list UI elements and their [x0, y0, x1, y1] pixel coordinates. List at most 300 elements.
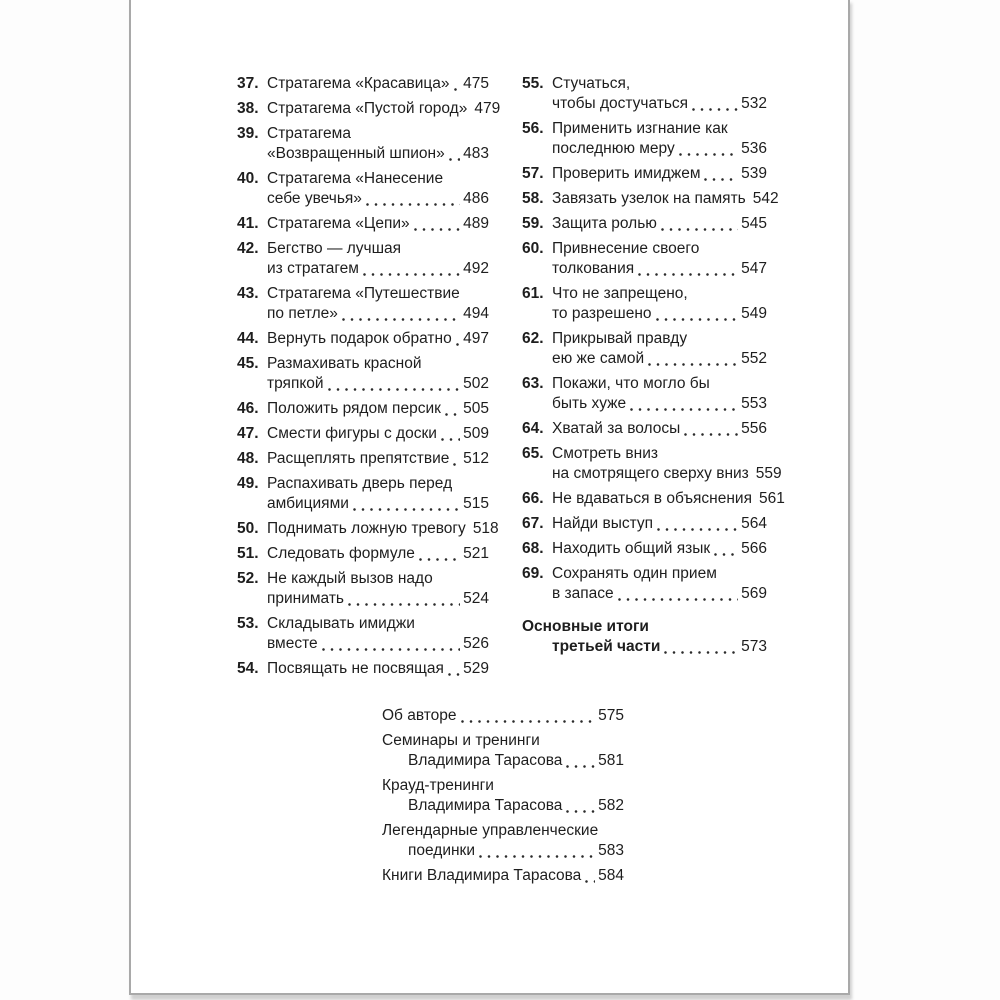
entry-title-line — [552, 139, 767, 159]
entry-title-line — [267, 304, 489, 324]
entry-number: 39. — [237, 125, 259, 142]
dot-leader — [692, 108, 738, 111]
entry-number: 47. — [237, 425, 259, 442]
entry-body — [382, 706, 624, 726]
dot-leader — [585, 880, 595, 883]
back-matter-entry — [382, 731, 624, 771]
toc-entry — [237, 124, 489, 164]
entry-number: 52. — [237, 570, 259, 587]
entry-title-line — [267, 144, 489, 164]
entry-title-line — [552, 489, 785, 509]
entry-title-text: Семинары и тренинги — [382, 732, 540, 749]
entry-title-line — [552, 584, 767, 604]
entry-title-text: Применить изгнание как — [552, 120, 728, 137]
entry-body — [267, 354, 489, 394]
entry-page-number: 564 — [741, 515, 767, 532]
entry-title-line — [267, 259, 489, 279]
entry-body — [267, 449, 489, 469]
entry-title-line — [382, 841, 624, 861]
entry-body — [552, 329, 767, 369]
entry-title-text: Владимира Тарасова — [408, 797, 563, 814]
entry-page-number: 539 — [741, 165, 767, 182]
entry-number: 49. — [237, 475, 259, 492]
dot-leader — [714, 553, 738, 556]
entry-body — [382, 776, 624, 816]
entry-page-number: 526 — [463, 635, 489, 652]
entry-title-line — [552, 394, 767, 414]
entry-page-number: 542 — [752, 190, 779, 207]
toc-entry — [522, 284, 767, 324]
entry-page-number: 545 — [741, 215, 767, 232]
entry-title-text: Легендарные управленческие — [382, 822, 599, 839]
entry-title-text: Стратагема «Нанесение — [267, 170, 444, 187]
entry-number: 40. — [237, 170, 259, 187]
entry-page-number: 532 — [741, 95, 767, 112]
dot-leader — [566, 765, 595, 768]
toc-entry — [522, 419, 767, 439]
entry-title-line — [552, 214, 767, 234]
toc-entry — [522, 539, 767, 559]
entry-number: 69. — [522, 565, 544, 582]
entry-body — [552, 419, 767, 439]
entry-title-text: третьей части — [552, 638, 661, 655]
entry-number: 37. — [237, 75, 259, 92]
entry-title-text: Не каждый вызов надо — [267, 570, 433, 587]
entry-title-text: Смотреть вниз — [552, 445, 658, 462]
entry-page-number: 553 — [741, 395, 767, 412]
entry-title-text: Покажи, что могло бы — [552, 375, 710, 392]
entry-page-number: 566 — [741, 540, 767, 557]
entry-title-line — [267, 189, 489, 209]
entry-page-number: 475 — [463, 75, 489, 92]
entry-title-text: Привнесение своего — [552, 240, 700, 257]
entry-body — [552, 374, 767, 414]
back-matter-entry — [382, 706, 624, 726]
entry-title-text: Сохранять один прием — [552, 565, 717, 582]
dot-leader — [456, 343, 460, 346]
entry-number: 56. — [522, 120, 544, 137]
entry-number: 48. — [237, 450, 259, 467]
entry-title-line — [267, 354, 489, 374]
dot-leader — [419, 558, 460, 561]
entry-number: 55. — [522, 75, 544, 92]
entry-title-line — [552, 74, 767, 94]
toc-entry — [237, 214, 489, 234]
entry-title-text: Складывать имиджи — [267, 615, 415, 632]
entry-title-text: «Возвращенный шпион» — [267, 145, 445, 162]
entry-title-line — [552, 259, 767, 279]
entry-number: 50. — [237, 520, 259, 537]
entry-title-line — [552, 444, 767, 464]
entry-page-number: 583 — [598, 842, 624, 859]
entry-title-line — [267, 494, 489, 514]
entry-page-number: 486 — [463, 190, 489, 207]
back-matter-entry — [382, 821, 624, 861]
entry-title-line — [382, 706, 624, 726]
dot-leader — [461, 720, 596, 723]
entry-title-line — [267, 99, 501, 119]
entry-number: 58. — [522, 190, 544, 207]
entry-title-text: Книги Владимира Тарасова — [382, 867, 582, 884]
entry-title-text: Посвящать не посвящая — [267, 660, 444, 677]
toc-entry — [237, 424, 489, 444]
entry-title-line — [522, 617, 767, 637]
entry-number: 65. — [522, 445, 544, 462]
entry-title-text: последнюю меру — [552, 140, 675, 157]
entry-number: 60. — [522, 240, 544, 257]
dot-leader — [638, 273, 738, 276]
toc-entry — [522, 374, 767, 414]
entry-title-text: в запасе — [552, 585, 614, 602]
dot-leader — [445, 413, 460, 416]
entry-page-number: 529 — [463, 660, 489, 677]
entry-title-text: Крауд-тренинги — [382, 777, 494, 794]
entry-title-text: Стратагема — [267, 125, 351, 142]
entry-body — [552, 164, 767, 184]
entry-number: 66. — [522, 490, 544, 507]
entry-number: 63. — [522, 375, 544, 392]
entry-title-line — [552, 94, 767, 114]
entry-body — [267, 569, 489, 609]
entry-title-text: из стратагем — [267, 260, 359, 277]
entry-title-line — [552, 304, 767, 324]
entry-title-text: амбициями — [267, 495, 349, 512]
entry-title-text: Стратагема «Красавица» — [267, 75, 450, 92]
entry-page-number: 569 — [741, 585, 767, 602]
toc-entry — [522, 329, 767, 369]
entry-number: 62. — [522, 330, 544, 347]
entry-page-number: 502 — [463, 375, 489, 392]
toc-entry — [522, 444, 782, 484]
entry-title-line — [267, 374, 489, 394]
dot-leader — [618, 598, 738, 601]
entry-title-line — [552, 564, 767, 584]
entry-body — [267, 519, 499, 539]
entry-number: 68. — [522, 540, 544, 557]
entry-title-text: быть хуже — [552, 395, 627, 412]
entry-number: 42. — [237, 240, 259, 257]
entry-page-number: 518 — [472, 520, 499, 537]
entry-title-text: Положить рядом персик — [267, 400, 441, 417]
entry-body — [552, 239, 767, 279]
dot-leader — [353, 508, 460, 511]
entry-page-number: 552 — [741, 350, 767, 367]
toc-entry — [237, 329, 489, 349]
entry-title-text: толкования — [552, 260, 635, 277]
entry-title-text: Распахивать дверь перед — [267, 475, 453, 492]
toc-entry — [522, 164, 767, 184]
entry-title-text: вместе — [267, 635, 318, 652]
entry-number: 64. — [522, 420, 544, 437]
entry-title-line — [267, 449, 489, 469]
entry-title-line — [382, 866, 624, 886]
toc-entry — [237, 569, 489, 609]
entry-body — [267, 169, 489, 209]
entry-title-text: Смести фигуры с доски — [267, 425, 437, 442]
entry-page-number: 561 — [758, 490, 785, 507]
entry-title-line — [267, 634, 489, 654]
entry-title-line — [267, 239, 489, 259]
entry-body — [267, 544, 489, 564]
entry-title-line — [267, 569, 489, 589]
dot-leader — [704, 178, 738, 181]
entry-title-line — [522, 637, 767, 657]
dot-leader — [656, 318, 739, 321]
toc-entry — [237, 399, 489, 419]
entry-title-line — [552, 119, 767, 139]
entry-page-number: 575 — [598, 707, 624, 724]
entry-page-number: 521 — [463, 545, 489, 562]
entry-title-line — [267, 519, 499, 539]
entry-title-line — [552, 514, 767, 534]
entry-number: 61. — [522, 285, 544, 302]
entry-title-text: Что не запрещено, — [552, 285, 688, 302]
section-summary-entry — [522, 617, 767, 657]
entry-title-text: Завязать узелок на память — [552, 190, 746, 207]
toc-entry — [237, 614, 489, 654]
entry-title-line — [552, 464, 782, 484]
entry-title-text: Хватай за волосы — [552, 420, 681, 437]
dot-leader — [454, 88, 461, 91]
entry-title-line — [267, 589, 489, 609]
entry-title-text: Бегство — лучшая — [267, 240, 402, 257]
book-page-sheet — [129, 0, 850, 995]
toc-entry — [237, 474, 489, 514]
entry-title-line — [552, 329, 767, 349]
entry-page-number: 479 — [474, 100, 501, 117]
entry-page-number: 494 — [463, 305, 489, 322]
entry-body — [552, 539, 767, 559]
entry-title-text: Найди выступ — [552, 515, 654, 532]
entry-title-text: принимать — [267, 590, 345, 607]
entry-page-number: 483 — [463, 145, 489, 162]
entry-body — [382, 731, 624, 771]
entry-title-text: Стучаться, — [552, 75, 631, 92]
entry-number: 54. — [237, 660, 259, 677]
entry-title-line — [382, 751, 624, 771]
entry-title-line — [552, 189, 779, 209]
entry-title-text: то разрешено — [552, 305, 652, 322]
entry-body — [267, 239, 489, 279]
entry-number: 57. — [522, 165, 544, 182]
entry-title-text: поединки — [408, 842, 475, 859]
entry-title-text: Владимира Тарасова — [408, 752, 563, 769]
entry-number: 51. — [237, 545, 259, 562]
dot-leader — [328, 388, 461, 391]
entry-body — [267, 399, 489, 419]
entry-page-number: 509 — [463, 425, 489, 442]
entry-title-line — [267, 329, 489, 349]
dot-leader — [348, 603, 460, 606]
entry-body — [552, 214, 767, 234]
dot-leader — [566, 810, 595, 813]
toc-entry — [237, 74, 489, 94]
toc-entry — [237, 239, 489, 279]
entry-number: 43. — [237, 285, 259, 302]
entry-number: 67. — [522, 515, 544, 532]
dot-leader — [664, 651, 738, 654]
dot-leader — [679, 153, 738, 156]
entry-body — [522, 617, 767, 657]
entry-body — [382, 866, 624, 886]
dot-leader — [363, 273, 460, 276]
entry-page-number: 536 — [741, 140, 767, 157]
entry-title-line — [552, 239, 767, 259]
toc-entry — [237, 519, 499, 539]
entry-title-line — [552, 419, 767, 439]
toc-entry — [237, 659, 489, 679]
entry-body — [552, 489, 785, 509]
entry-body — [267, 284, 489, 324]
entry-page-number: 524 — [463, 590, 489, 607]
entry-title-text: Основные итоги — [522, 618, 649, 635]
entry-number: 46. — [237, 400, 259, 417]
entry-body — [552, 119, 767, 159]
entry-title-text: Стратагема «Цепи» — [267, 215, 410, 232]
dot-leader — [366, 203, 460, 206]
dot-leader — [684, 433, 738, 436]
toc-entry — [522, 214, 767, 234]
entry-title-line — [382, 776, 624, 796]
entry-page-number: 573 — [741, 638, 767, 655]
back-matter-section — [382, 706, 624, 891]
entry-body — [552, 444, 782, 484]
entry-page-number: 547 — [741, 260, 767, 277]
entry-title-line — [267, 659, 489, 679]
entry-body — [267, 474, 489, 514]
back-matter-entry — [382, 866, 624, 886]
entry-page-number: 515 — [463, 495, 489, 512]
entry-title-line — [267, 169, 489, 189]
entry-title-line — [267, 614, 489, 634]
dot-leader — [448, 673, 460, 676]
entry-body — [267, 659, 489, 679]
entry-title-text: на смотрящего сверху вниз — [552, 465, 749, 482]
dot-leader — [453, 463, 460, 466]
entry-title-line — [382, 731, 624, 751]
dot-leader — [630, 408, 738, 411]
toc-entry — [522, 119, 767, 159]
entry-title-line — [382, 821, 624, 841]
entry-title-line — [552, 539, 767, 559]
entry-title-text: Расщеплять препятствие — [267, 450, 450, 467]
dot-leader — [322, 648, 460, 651]
entry-title-text: Проверить имиджем — [552, 165, 701, 182]
entry-body — [552, 74, 767, 114]
dot-leader — [414, 228, 460, 231]
entry-title-text: Об авторе — [382, 707, 457, 724]
entry-body — [267, 124, 489, 164]
toc-entry — [522, 514, 767, 534]
entry-title-line — [552, 284, 767, 304]
entry-title-text: Защита ролью — [552, 215, 657, 232]
dot-leader — [479, 855, 595, 858]
entry-page-number: 584 — [598, 867, 624, 884]
toc-entry — [522, 489, 785, 509]
toc-entry — [237, 284, 489, 324]
entry-number: 41. — [237, 215, 259, 232]
entry-body — [267, 329, 489, 349]
entry-page-number: 556 — [741, 420, 767, 437]
entry-title-text: Размахивать красной — [267, 355, 422, 372]
entry-body — [552, 564, 767, 604]
dot-leader — [449, 158, 460, 161]
entry-number: 45. — [237, 355, 259, 372]
dot-leader — [441, 438, 460, 441]
entry-title-line — [267, 474, 489, 494]
entry-body — [267, 614, 489, 654]
toc-entry — [522, 189, 779, 209]
entry-title-text: Поднимать ложную тревогу — [267, 520, 466, 537]
dot-leader — [657, 528, 738, 531]
toc-entry — [237, 169, 489, 209]
toc-entry — [522, 239, 767, 279]
entry-title-text: Стратагема «Путешествие — [267, 285, 460, 302]
entry-body — [267, 424, 489, 444]
toc-left-column — [237, 74, 501, 684]
entry-number: 38. — [237, 100, 259, 117]
entry-title-text: Находить общий язык — [552, 540, 711, 557]
entry-body — [267, 214, 489, 234]
entry-title-line — [267, 544, 489, 564]
dot-leader — [661, 228, 738, 231]
entry-page-number: 581 — [598, 752, 624, 769]
entry-page-number: 512 — [463, 450, 489, 467]
toc-entry — [237, 354, 489, 394]
entry-page-number: 505 — [463, 400, 489, 417]
back-matter-entry — [382, 776, 624, 816]
entry-title-line — [267, 424, 489, 444]
entry-body — [552, 189, 779, 209]
entry-body — [552, 514, 767, 534]
entry-title-text: Стратагема «Пустой город» — [267, 100, 468, 117]
entry-page-number: 497 — [463, 330, 489, 347]
entry-title-text: Вернуть подарок обратно — [267, 330, 452, 347]
entry-title-text: Не вдаваться в объяснения — [552, 490, 752, 507]
entry-body — [267, 99, 501, 119]
entry-title-text: тряпкой — [267, 375, 324, 392]
entry-title-line — [267, 214, 489, 234]
dot-leader — [648, 363, 738, 366]
toc-entry — [522, 564, 767, 604]
entry-title-line — [382, 796, 624, 816]
entry-title-text: чтобы достучаться — [552, 95, 689, 112]
entry-body — [267, 74, 489, 94]
entry-title-line — [267, 284, 489, 304]
entry-page-number: 549 — [741, 305, 767, 322]
entry-title-line — [267, 74, 489, 94]
entry-title-line — [267, 399, 489, 419]
entry-number: 53. — [237, 615, 259, 632]
entry-page-number: 492 — [463, 260, 489, 277]
entry-number: 59. — [522, 215, 544, 232]
entry-title-text: себе увечья» — [267, 190, 362, 207]
entry-page-number: 489 — [463, 215, 489, 232]
entry-body — [382, 821, 624, 861]
toc-right-column — [522, 74, 785, 662]
entry-title-line — [267, 124, 489, 144]
dot-leader — [342, 318, 460, 321]
entry-title-text: Прикрывай правду — [552, 330, 688, 347]
entry-title-line — [552, 374, 767, 394]
toc-entry — [522, 74, 767, 114]
entry-title-line — [552, 164, 767, 184]
entry-title-text: ею же самой — [552, 350, 645, 367]
toc-entry — [237, 449, 489, 469]
entry-title-text: Следовать формуле — [267, 545, 415, 562]
entry-page-number: 559 — [755, 465, 782, 482]
entry-number: 44. — [237, 330, 259, 347]
